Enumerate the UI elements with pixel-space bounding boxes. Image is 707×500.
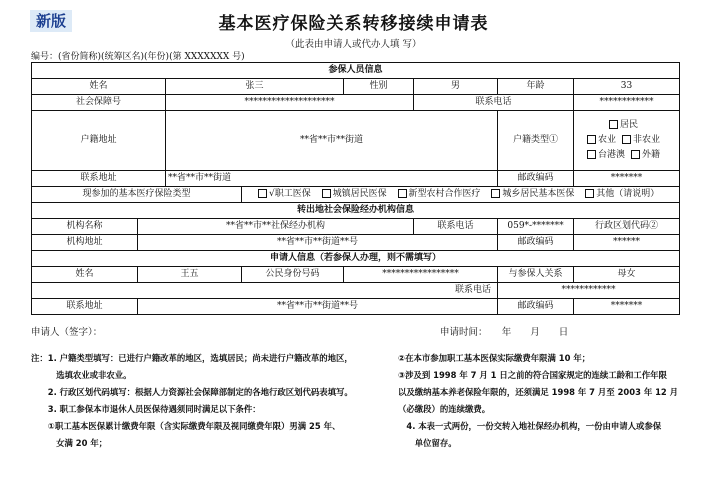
note-line: ②在本市参加职工基本医保实际缴费年限满 10 年； [398,353,591,363]
field-label: 联系电话 [32,283,498,299]
insured-name-field[interactable]: 张三 [166,79,344,95]
insured-row-ssn [32,95,680,111]
org-name-field[interactable]: **省**市**社保经办机构 [138,219,414,235]
checkbox-icon [491,189,500,198]
insurance-type-checkbox[interactable]: 城乡居民基本医保 [491,189,574,199]
field-label: 联系地址 [32,299,138,315]
field-label: 户籍类型① [498,111,574,171]
hukou-type-checkbox[interactable]: 台港澳 [587,150,625,160]
checkbox-icon [587,150,596,159]
hukou-type-checkbox[interactable]: 外籍 [631,150,660,160]
checkbox-icon [322,189,331,198]
notes-right [398,350,678,452]
field-label: 机构名称 [32,219,138,235]
org-region-code-field[interactable]: ****** [574,235,680,251]
org-phone-field[interactable]: 059*-******* [498,219,574,235]
section-org-header [32,203,680,219]
field-label: 与参保人关系 [498,267,574,283]
note-line: 3. 职工参保本市退休人员医保待遇须同时满足以下条件： [31,404,261,414]
field-label: 姓名 [32,79,166,95]
applicant-address-field[interactable]: **省**市**街道**号 [138,299,498,315]
insurance-type-checkbox[interactable]: 其他（请说明） [585,189,659,199]
signature-field[interactable]: 申请人（签字）： [31,327,103,338]
section-insured-header [32,63,680,79]
note-line: 单位留存。 [398,438,457,448]
hukou-type-options [574,111,680,171]
org-row-name [32,219,680,235]
notes-left [31,350,353,452]
insured-row-insurance-type [32,187,680,203]
field-label: 年龄 [498,79,574,95]
checkbox-icon [587,135,596,144]
applicant-phone-field[interactable]: ************ [498,283,680,299]
org-row-address [32,235,680,251]
insured-gender-field[interactable]: 男 [414,79,498,95]
applicant-row-phone [32,283,680,299]
field-label: 邮政编码 [498,235,574,251]
form-subtitle: （此表由申请人或代办人填 写） [285,39,422,50]
insured-phone-field[interactable]: ************ [574,95,680,111]
applicant-postal-field[interactable]: ******* [574,299,680,315]
applicant-relation-field[interactable]: 母女 [574,267,680,283]
hukou-type-checkbox[interactable]: 居民 [609,120,638,130]
insurance-type-checkbox[interactable]: 城镇居民医保 [322,189,387,199]
field-label: 联系地址 [32,171,166,187]
field-label: 公民身份号码 [242,267,344,283]
applicant-row-name [32,267,680,283]
applicant-id-field[interactable]: ***************** [344,267,498,283]
insured-row-hukou [32,111,680,171]
org-address-field[interactable]: **省**市**街道**号 [138,235,498,251]
section-title: 参保人员信息 [32,63,680,79]
insured-row-contact [32,171,680,187]
checkbox-icon [622,135,631,144]
insured-hukou-address-field[interactable]: **省**市**街道 [166,111,498,171]
note-line: 注：1. 户籍类型填写：已进行户籍改革的地区，选填居民；尚未进行户籍改革的地区， [31,353,353,363]
note-line: 女满 20 年； [31,438,108,448]
checkbox-icon [609,120,618,129]
field-label: 姓名 [32,267,138,283]
field-label: 户籍地址 [32,111,166,171]
serial-number: 编号：(省份简称)(统筹区名)(年份)(第 XXXXXXX 号) [31,52,245,62]
field-label: 现参加的基本医疗保险类型 [32,187,242,203]
field-label: 机构地址 [32,235,138,251]
new-version-badge: 新版 [30,10,72,32]
checkbox-icon [631,150,640,159]
applicant-row-address [32,299,680,315]
note-line: 选填农业或非农业。 [31,370,132,380]
note-line: 2. 行政区划代码填写：根据人力资源社会保障部制定的各地行政区划代码表填写。 [31,387,353,397]
field-label: 社会保障号 [32,95,166,111]
apply-time-field[interactable]: 申请时间： 年 月 日 [440,327,569,338]
insurance-type-checkbox[interactable]: √职工医保 [258,189,311,199]
field-label: 邮政编码 [498,299,574,315]
checkbox-icon [398,189,407,198]
note-line: （必缴段）的连续缴费。 [398,404,491,414]
insured-age-field[interactable]: 33 [574,79,680,95]
note-line: ③涉及到 1998 年 7 月 1 日之前的符合国家规定的连续工龄和工作年限 [398,370,667,380]
field-label: 行政区划代码② [574,219,680,235]
note-line: 4. 本表一式两份，一份交转入地社保经办机构，一份由申请人或参保 [398,421,662,431]
field-label: 性别 [344,79,414,95]
checkbox-icon [585,189,594,198]
insurance-type-options [242,187,680,203]
hukou-type-checkbox[interactable]: 农业 [587,135,616,145]
insured-row-name [32,79,680,95]
insurance-type-checkbox[interactable]: 新型农村合作医疗 [398,189,481,199]
field-label: 联系电话 [414,95,574,111]
section-title: 申请人信息（若参保人办理，则不需填写） [32,251,680,267]
applicant-name-field[interactable]: 王五 [138,267,242,283]
section-title: 转出地社会保险经办机构信息 [32,203,680,219]
note-line: 以及缴纳基本养老保险年限的，还须满足 1998 年 7 月至 2003 年 12 月 [398,387,679,397]
field-label: 联系电话 [414,219,498,235]
insured-contact-address-field[interactable]: **省**市**街道 [166,171,498,187]
application-form-table [31,62,680,315]
section-applicant-header [32,251,680,267]
hukou-type-checkbox[interactable]: 非农业 [622,135,660,145]
form-title: 基本医疗保险关系转移接续申请表 [218,14,489,34]
checkbox-icon [258,189,267,198]
insured-postal-field[interactable]: ******* [574,171,680,187]
field-label: 邮政编码 [498,171,574,187]
insured-ssn-field[interactable]: ******************** [166,95,414,111]
note-line: ①职工基本医保累计缴费年限（含实际缴费年限及视同缴费年限）男满 25 年、 [31,421,341,431]
